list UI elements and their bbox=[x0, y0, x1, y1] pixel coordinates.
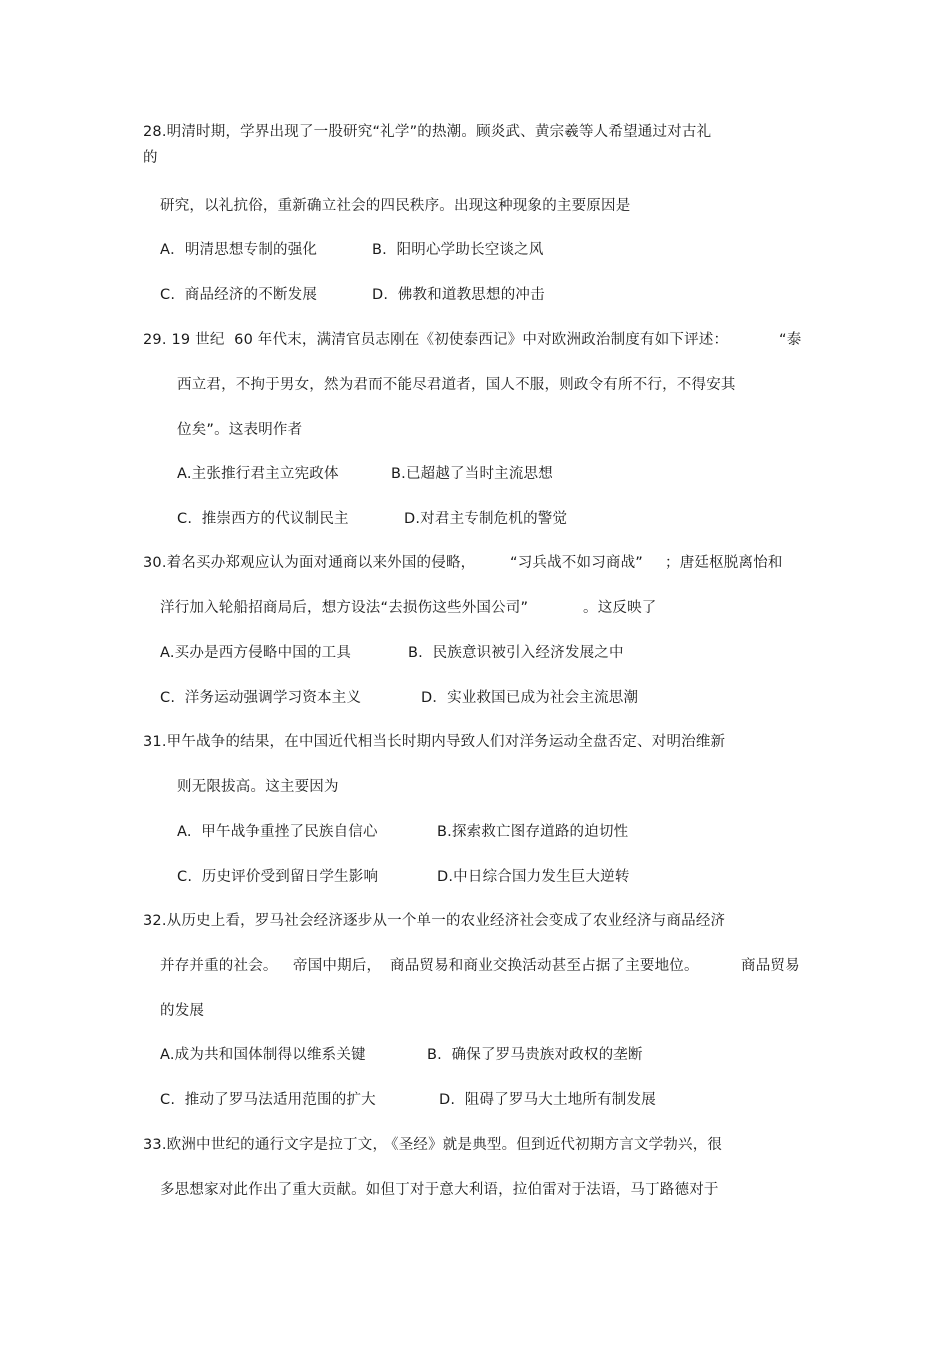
q30-stem-line-2b: 。这反映了 bbox=[583, 600, 657, 616]
q31-option-d: D.中日综合国力发生巨大逆转 bbox=[437, 869, 630, 885]
q29-option-a: A.主张推行君主立宪政体 bbox=[177, 466, 339, 482]
q32-option-d: D. 阻碍了罗马大土地所有制发展 bbox=[439, 1092, 656, 1108]
q33-stem-line-1a: 33.欧洲中世纪的通行文字是拉丁文， bbox=[143, 1137, 388, 1153]
q32-stem-line-1: 32.从历史上看，罗马社会经济逐步从一个单一的农业经济社会变成了农业经济与商品经济 bbox=[143, 913, 726, 929]
q28-option-d: D. 佛教和道教思想的冲击 bbox=[372, 287, 545, 303]
q32-stem-line-2c: 商品贸易和商业交换活动甚至占据了主要地位。 bbox=[390, 958, 699, 974]
q29-option-b: B.已超越了当时主流思想 bbox=[391, 466, 553, 482]
q29-stem-line-1b: “泰 bbox=[779, 332, 802, 348]
q33-stem-line-2: 多思想家对此作出了重大贡献。如但丁对于意大利语，拉伯雷对于法语，马丁路德对于 bbox=[160, 1182, 719, 1198]
q28-stem-line-2: 的 bbox=[143, 150, 158, 166]
q28-option-c: C. 商品经济的不断发展 bbox=[160, 287, 318, 303]
q32-stem-line-2b: 帝国中期后， bbox=[293, 958, 382, 974]
q29-stem-line-2: 西立君，不拘于男女，然为君而不能尽君道者，国人不服，则政令有所不行，不得安其 bbox=[177, 377, 736, 393]
q32-option-b: B. 确保了罗马贵族对政权的垄断 bbox=[427, 1047, 643, 1063]
q31-option-a: A. 甲午战争重挫了民族自信心 bbox=[177, 824, 378, 840]
q29-stem-line-3: 位矣”。这表明作者 bbox=[177, 422, 303, 438]
q30-stem-line-2a: 洋行加入轮船招商局后，想方设法“去损伤这些外国公司” bbox=[160, 600, 529, 616]
q31-stem-line-2: 则无限拔高。这主要因为 bbox=[177, 779, 339, 795]
q32-stem-line-2a: 并存并重的社会。 bbox=[160, 958, 278, 974]
q28-option-a: A．明清思想专制的强化 bbox=[160, 242, 318, 258]
q32-stem-line-2d: 商品贸易 bbox=[741, 958, 800, 974]
q31-option-c: C. 历史评价受到留日学生影响 bbox=[177, 869, 379, 885]
q30-option-a: A.买办是西方侵略中国的工具 bbox=[160, 645, 352, 661]
q28-stem-line-1: 28.明清时期，学界出现了一股研究“礼学”的热潮。顾炎武、黄宗羲等人希望通过对古礼 bbox=[143, 124, 712, 140]
q30-stem-line-1b: “习兵战不如习商战” bbox=[510, 555, 644, 571]
q31-option-b: B.探索救亡图存道路的迫切性 bbox=[437, 824, 629, 840]
q31-stem-line-1: 31.甲午战争的结果，在中国近代相当长时期内导致人们对洋务运动全盘否定、对明治维新 bbox=[143, 734, 726, 750]
q29-option-d: D.对君主专制危机的警觉 bbox=[404, 511, 568, 527]
q32-option-c: C. 推动了罗马法适用范围的扩大 bbox=[160, 1092, 376, 1108]
q32-stem-line-3: 的发展 bbox=[160, 1003, 205, 1019]
q30-option-b: B. 民族意识被引入经济发展之中 bbox=[408, 645, 624, 661]
q30-stem-line-1c: ；唐廷枢脱离怡和 bbox=[665, 555, 783, 571]
q33-stem-line-1b: 《圣经》就是典型。但到近代初期方言文学勃兴，很 bbox=[384, 1137, 723, 1153]
q30-stem-line-1a: 30.着名买办郑观应认为面对通商以来外国的侵略， bbox=[143, 555, 476, 571]
q32-option-a: A.成为共和国体制得以维系关键 bbox=[160, 1047, 366, 1063]
q29-option-c: C. 推崇西方的代议制民主 bbox=[177, 511, 349, 527]
q30-option-d: D．实业救国已成为社会主流思潮 bbox=[421, 690, 639, 706]
q28-stem-line-3: 研究，以礼抗俗，重新确立社会的四民秩序。出现这种现象的主要原因是 bbox=[160, 198, 631, 214]
q28-option-b: B. 阳明心学助长空谈之风 bbox=[372, 242, 544, 258]
q30-option-c: C. 洋务运动强调学习资本主义 bbox=[160, 690, 362, 706]
q29-stem-line-1: 29. 19 世纪 60 年代末，满清官员志刚在《初使泰西记》中对欧洲政治制度有如下评述： bbox=[143, 332, 729, 348]
